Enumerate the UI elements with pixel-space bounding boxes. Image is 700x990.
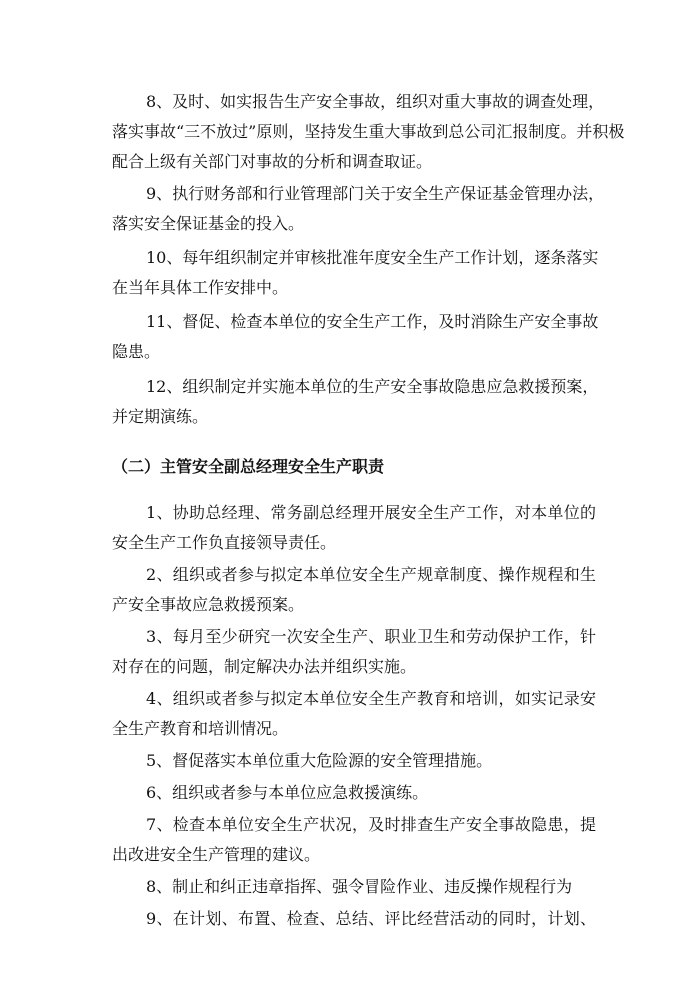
q1-line-2: 安全生产工作负直接领导责任。 (112, 533, 337, 552)
section-heading: （二）主管安全副总经理安全生产职责 (112, 457, 385, 476)
q5-line-1: 5、督促落实本单位重大危险源的安全管理措施。 (146, 751, 493, 770)
q9-line-1: 9、在计划、布置、检查、总结、评比经营活动的同时，计划、 (146, 909, 596, 928)
q6-line-1: 6、组织或者参与本单位应急救援演练。 (146, 783, 429, 802)
p12-line-2: 并定期演练。 (112, 407, 209, 426)
p11-line-1: 11、督促、检查本单位的安全生产工作，及时消除生产安全事故 (146, 312, 599, 331)
q3-line-1: 3、每月至少研究一次安全生产、职业卫生和劳动保护工作，针 (146, 627, 596, 646)
q7-line-2: 出改进安全生产管理的建议。 (112, 845, 321, 864)
p8-line-3: 配合上级有关部门对事故的分析和调查取证。 (112, 152, 433, 171)
p11-line-2: 隐患。 (112, 342, 161, 361)
p10-line-1: 10、每年组织制定并审核批准年度安全生产工作计划，逐条落实 (146, 248, 599, 267)
q2-line-1: 2、组织或者参与拟定本单位安全生产规章制度、操作规程和生 (146, 565, 596, 584)
q1-line-1: 1、协助总经理、常务副总经理开展安全生产工作，对本单位的 (146, 503, 596, 522)
p8-line-2: 落实事故“三不放过”原则，坚持发生重大事故到总公司汇报制度。并积极 (112, 122, 625, 141)
q2-line-2: 产安全事故应急救援预案。 (112, 595, 305, 614)
q8-line-1: 8、制止和纠正违章指挥、强令冒险作业、违反操作规程行为 (146, 877, 573, 896)
q4-line-1: 4、组织或者参与拟定本单位安全生产教育和培训，如实记录安 (146, 689, 596, 708)
p9-line-2: 落实安全保证基金的投入。 (112, 214, 305, 233)
p8-line-1: 8、及时、如实报告生产安全事故，组织对重大事故的调查处理， (146, 92, 605, 111)
q7-line-1: 7、检查本单位安全生产状况，及时排查生产安全事故隐患，提 (146, 815, 596, 834)
q3-line-2: 对存在的问题，制定解决办法并组织实施。 (112, 657, 417, 676)
p10-line-2: 在当年具体工作安排中。 (112, 278, 289, 297)
p12-line-1: 12、组织制定并实施本单位的生产安全事故隐患应急救援预案， (146, 377, 599, 396)
q4-line-2: 全生产教育和培训情况。 (112, 719, 289, 738)
p9-line-1: 9、执行财务部和行业管理部门关于安全生产保证基金管理办法， (146, 184, 605, 203)
